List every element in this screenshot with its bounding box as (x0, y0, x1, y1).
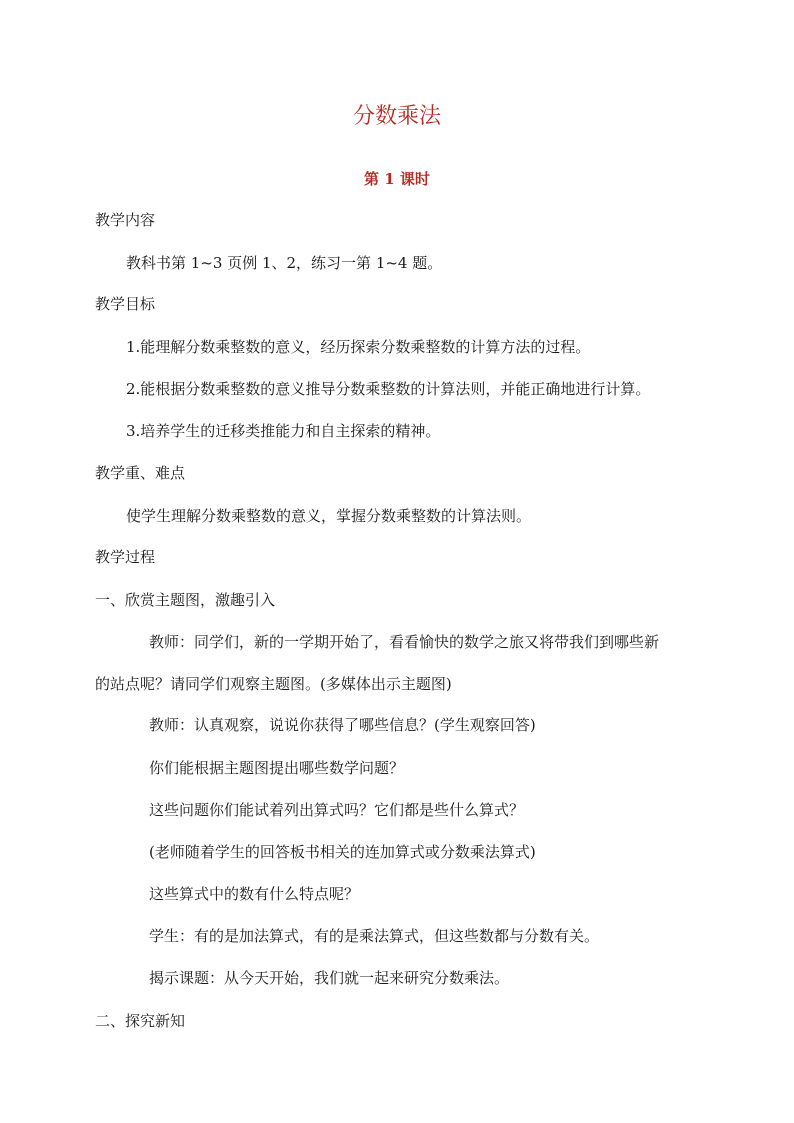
paragraph-line: 这些问题你们能试着列出算式吗？它们都是些什么算式？ (149, 801, 525, 819)
teaching-content-text: 教科书第 1~3 页例 1、2，练习一第 1~4 题。 (126, 254, 443, 272)
goal-item: 2.能根据分数乘整数的意义推导分数乘整数的计算法则，并能正确地进行计算。 (126, 380, 651, 398)
paragraph-line: 揭示课题：从今天开始，我们就一起来研究分数乘法。 (149, 969, 510, 987)
paragraph-line: 学生：有的是加法算式，有的是乘法算式，但这些数都与分数有关。 (149, 927, 600, 945)
heading-key-points: 教学重、难点 (95, 464, 186, 482)
heading-teaching-goals: 教学目标 (95, 295, 156, 313)
document-title: 分数乘法 (352, 104, 441, 129)
heading-teaching-process: 教学过程 (95, 548, 156, 566)
goal-item: 3.培养学生的迁移类推能力和自主探索的精神。 (126, 422, 441, 440)
heading-teaching-content: 教学内容 (95, 211, 156, 229)
section-heading-1: 一、欣赏主题图，激趣引入 (95, 591, 276, 609)
paragraph-line: 教师：同学们，新的一学期开始了，看看愉快的数学之旅又将带我们到哪些新 (149, 633, 660, 651)
paragraph-line: (老师随着学生的回答板书相关的连加算式或分数乘法算式) (149, 843, 536, 861)
goal-item: 1.能理解分数乘整数的意义，经历探索分数乘整数的计算方法的过程。 (126, 338, 591, 356)
paragraph-line: 的站点呢？请同学们观察主题图。(多媒体出示主题图) (95, 675, 452, 693)
paragraph-line: 你们能根据主题图提出哪些数学问题？ (149, 759, 405, 777)
key-points-text: 使学生理解分数乘整数的意义，掌握分数乘整数的计算法则。 (126, 507, 532, 525)
paragraph-line: 教师：认真观察，说说你获得了哪些信息？(学生观察回答) (149, 716, 536, 734)
section-heading-2: 二、探究新知 (95, 1012, 186, 1030)
paragraph-line: 这些算式中的数有什么特点呢？ (149, 885, 360, 903)
lesson-subtitle: 第 1 课时 (364, 170, 430, 188)
